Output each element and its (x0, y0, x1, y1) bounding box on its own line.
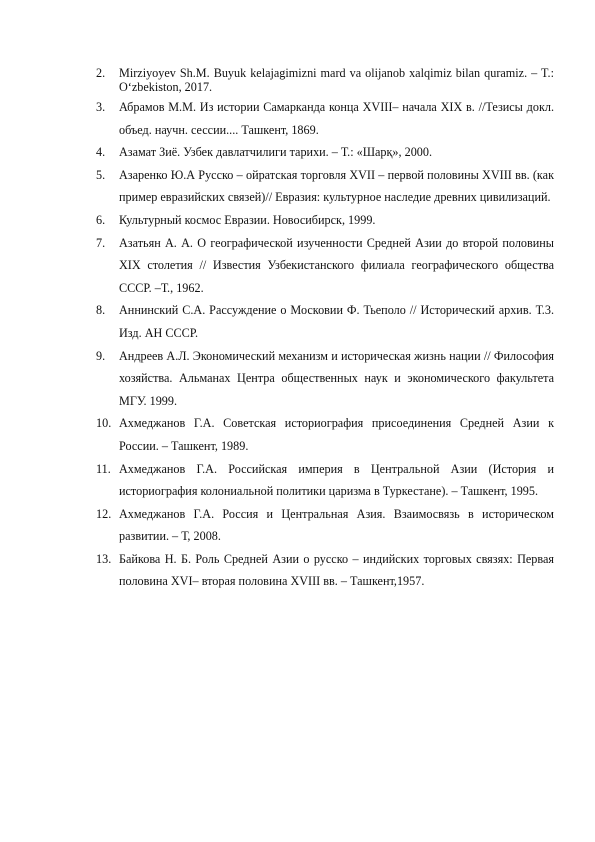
item-number: 7. (96, 235, 106, 250)
bibliography-item (96, 503, 554, 548)
item-number: 12. (96, 506, 112, 521)
item-number: 13. (96, 551, 112, 566)
item-text: Ахмеджанов Г.А. Советская историография присоединения Средней Азии к России. – Ташкент, 1989. (119, 416, 554, 453)
item-text: Азамат Зиё. Узбек давлатчилиги тарихи. – Т.: «Шарқ», 2000. (119, 145, 433, 160)
item-text: Ахмеджанов Г.А. Российская империя в Центральной Азии (История и историография колониальной политики царизма в Туркестане). – Ташкент, 1995. (119, 461, 554, 499)
item-text: Ахмеджанов Г.А. Россия и Центральная Азия. Взаимосвязь в историческом развитии. – Т, 2008. (119, 506, 554, 544)
bibliography-item (96, 164, 554, 209)
item-number: 10. (96, 416, 112, 431)
item-text: Байкова Н. Б. Роль Средней Азии о русско – индийских торговых связях: Первая половина XVI– вторая половина XVIII вв. – Ташкент,1957. (119, 551, 554, 589)
item-number: 6. (96, 212, 106, 227)
item-text: Mirziyoyev Sh.M. Buyuk kelajagimizni mard va olijanob xalqimiz bilan quramiz. – T.: O‘zbekiston, 2017. (119, 66, 554, 94)
bibliography-item (96, 66, 554, 94)
bibliography-item (96, 299, 554, 344)
item-text: Азатьян А. А. О географической изученности Средней Азии до второй половины XIX столетия // Известия Узбекистанского филиала географического общества СССР. –Т., 1962. (119, 235, 554, 295)
item-number: 8. (96, 303, 106, 318)
bibliography-list (96, 66, 554, 593)
item-text: Абрамов М.М. Из истории Самарканда конца XVIII– начала XIX в. //Тезисы докл. объед. научн. сессии.... Ташкент, 1869. (119, 100, 554, 137)
bibliography-item (96, 141, 554, 164)
bibliography-item (96, 345, 554, 413)
bibliography-item (96, 232, 554, 300)
bibliography-item (96, 209, 554, 232)
item-text: Андреев А.Л. Экономический механизм и историческая жизнь нации // Философия хозяйства. Альманах Центра общественных наук и экономического факультета МГУ. 1999. (119, 348, 554, 408)
item-number: 4. (96, 145, 106, 160)
item-number: 11. (96, 461, 111, 476)
item-text: Аннинский С.А. Рассуждение о Московии Ф. Тьеполо // Исторический архив. Т.3. Изд. АН СССР. (119, 303, 554, 340)
bibliography-item (96, 412, 554, 457)
bibliography-item (96, 458, 554, 503)
bibliography-item (96, 548, 554, 593)
bibliography-item (96, 96, 554, 141)
item-text: Культурный космос Евразии. Новосибирск, 1999. (119, 212, 376, 227)
item-number: 9. (96, 348, 106, 363)
item-text: Азаренко Ю.А Русско – ойратская торговля XVII – первой половины XVIII вв. (как пример евразийских связей)// Евразия: культурное наследие древних цивилизаций. (119, 167, 554, 205)
item-number: 2. (96, 66, 106, 80)
item-number: 5. (96, 167, 106, 182)
item-number: 3. (96, 100, 106, 114)
